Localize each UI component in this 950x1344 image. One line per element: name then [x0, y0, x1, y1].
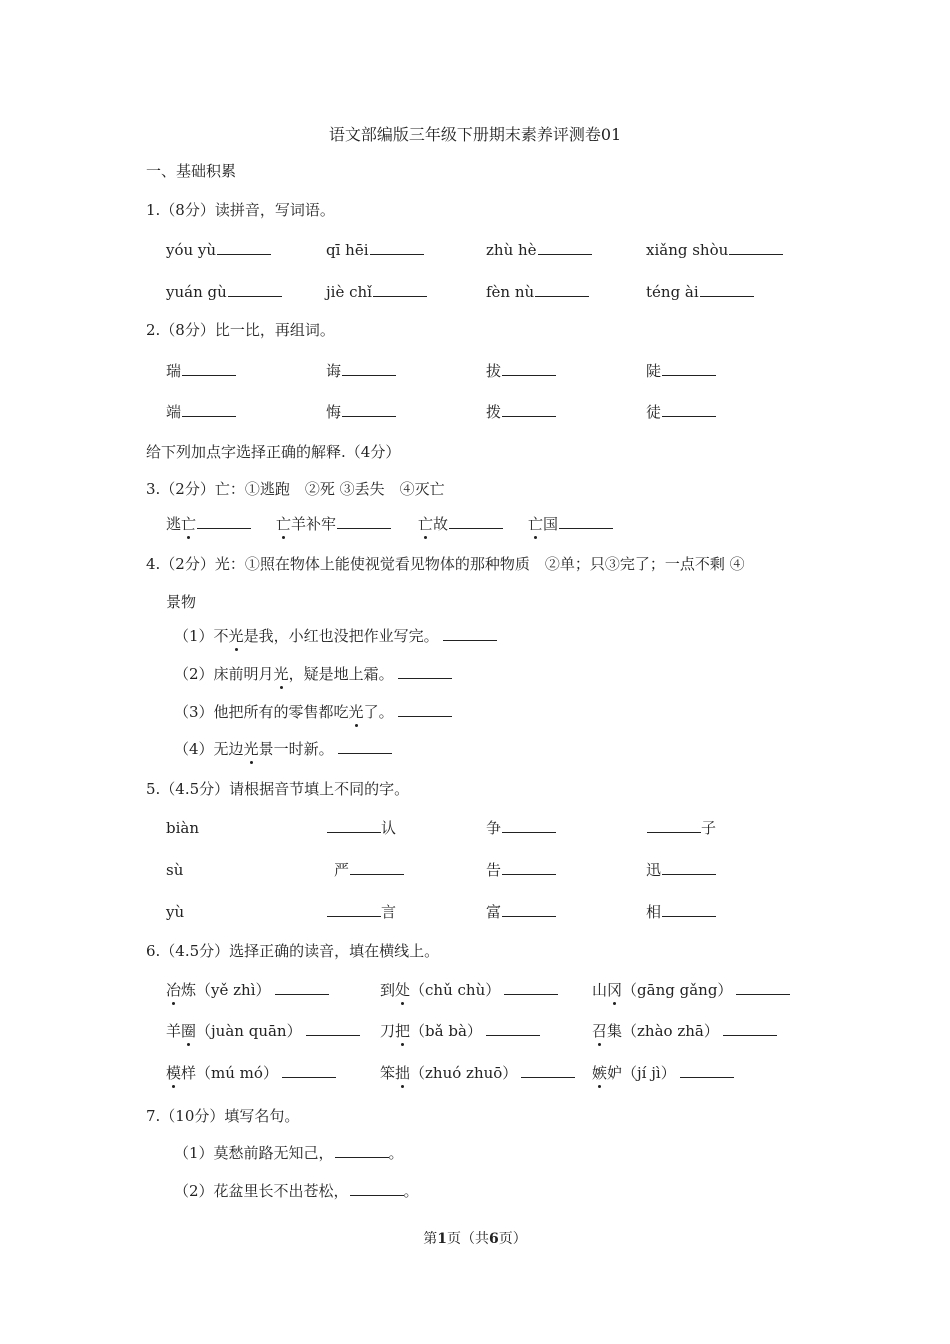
page-total: 6: [489, 1231, 499, 1247]
answer-blank[interactable]: [337, 514, 391, 529]
answer-blank[interactable]: [275, 980, 329, 995]
q2-item: 诲: [326, 361, 396, 381]
answer-blank[interactable]: [700, 282, 754, 297]
question-6-heading: 6.（4.5分）选择正确的读音，填在横线上。: [146, 942, 440, 960]
q1-item: fèn nù: [486, 282, 589, 302]
q6-item: 模样（mú mó）: [166, 1063, 336, 1083]
answer-blank[interactable]: [535, 282, 589, 297]
q6-item: 冶炼（yě zhì）: [166, 980, 329, 1000]
q5-item: 富: [486, 902, 556, 922]
q6-item: 到处（chǔ chù）: [380, 980, 558, 1000]
answer-blank[interactable]: [680, 1063, 734, 1078]
question-5-heading: 5.（4.5分）请根据音节填上不同的字。: [146, 780, 410, 798]
q6-item: 笨拙（zhuó zhuō）: [380, 1063, 575, 1083]
answer-blank[interactable]: [486, 1021, 540, 1036]
q7-item: （2）花盆里长不出苍松， 。: [174, 1182, 419, 1200]
q1-item: téng ài: [646, 282, 754, 302]
answer-blank[interactable]: [350, 860, 404, 875]
answer-blank[interactable]: [729, 240, 783, 255]
answer-blank[interactable]: [662, 361, 716, 376]
dotted-char: 嫉: [592, 1064, 608, 1082]
answer-blank[interactable]: [662, 860, 716, 875]
q2-item: 徒: [646, 402, 716, 422]
q5-pinyin: biàn: [166, 819, 200, 837]
answer-blank[interactable]: [228, 282, 282, 297]
q1-item: yóu yù: [166, 240, 271, 260]
answer-blank[interactable]: [342, 402, 396, 417]
q1-item: qī hēi: [326, 240, 424, 260]
answer-blank[interactable]: [502, 402, 556, 417]
q6-item: 羊圈（juàn quān）: [166, 1021, 360, 1041]
answer-blank[interactable]: [373, 282, 427, 297]
answer-blank[interactable]: [217, 240, 271, 255]
q2-item: 拔: [486, 361, 556, 381]
answer-blank[interactable]: [736, 980, 790, 995]
q2-item: 端: [166, 402, 236, 422]
q5-item: 子: [646, 818, 716, 838]
page-number: 1: [437, 1231, 447, 1247]
dotted-char: 处: [395, 981, 411, 999]
q1-item: yuán gù: [166, 282, 282, 302]
q5-pinyin: yù: [166, 903, 185, 921]
answer-blank[interactable]: [282, 1063, 336, 1078]
q2-item: 瑞: [166, 361, 236, 381]
q7-item: （1）莫愁前路无知己， 。: [174, 1144, 404, 1162]
answer-blank[interactable]: [197, 514, 251, 529]
page-title: 语文部编版三年级下册期末素养评测卷01: [328, 125, 622, 144]
q5-item: 严: [334, 860, 404, 880]
q3-item: 逃亡: [166, 514, 251, 534]
q4-item: （2）床前明月光，疑是地上霜。: [174, 664, 452, 684]
q5-item: 迅: [646, 860, 716, 880]
q3-item: 亡国: [528, 514, 613, 534]
page-footer: 第1页（共6页）: [423, 1231, 527, 1247]
q1-item: xiǎng shòu: [646, 240, 783, 260]
answer-blank[interactable]: [502, 902, 556, 917]
q5-item: 相: [646, 902, 716, 922]
q6-item: 山冈（gāng gǎng）: [592, 980, 790, 1000]
dotted-char: 模: [166, 1064, 182, 1082]
answer-blank[interactable]: [647, 818, 701, 833]
dotted-char: 亡: [418, 515, 434, 533]
dotted-char: 光: [228, 627, 244, 645]
dotted-char: 召: [592, 1022, 608, 1040]
answer-blank[interactable]: [398, 702, 452, 717]
q6-item: 召集（zhào zhā）: [592, 1021, 777, 1041]
answer-blank[interactable]: [502, 860, 556, 875]
q4-item: （1）不光是我，小红也没把作业写完。: [174, 626, 497, 646]
answer-blank[interactable]: [521, 1063, 575, 1078]
answer-blank[interactable]: [662, 402, 716, 417]
dotted-char: 拙: [395, 1064, 411, 1082]
section-heading: 一、基础积累: [146, 162, 237, 180]
q5-item: 争: [486, 818, 556, 838]
q5-item: 认: [326, 818, 396, 838]
question-1-heading: 1.（8分）读拼音，写词语。: [146, 201, 335, 219]
q6-item: 嫉妒（jí jì）: [592, 1063, 734, 1083]
q6-item: 刀把（bǎ bà）: [380, 1021, 540, 1041]
q3-item: 亡故: [418, 514, 503, 534]
q5-pinyin: sù: [166, 861, 184, 879]
answer-blank[interactable]: [559, 514, 613, 529]
dotted-char: 亡: [276, 515, 292, 533]
answer-blank[interactable]: [370, 240, 424, 255]
dotted-char: 光: [243, 740, 259, 758]
q5-item: 言: [326, 902, 396, 922]
question-7-heading: 7.（10分）填写名句。: [146, 1107, 300, 1125]
q4-item: （4）无边光景一时新。: [174, 739, 392, 759]
answer-blank[interactable]: [538, 240, 592, 255]
answer-blank[interactable]: [327, 818, 381, 833]
answer-blank[interactable]: [449, 514, 503, 529]
dotted-char: 光: [348, 703, 364, 721]
q2-item: 陡: [646, 361, 716, 381]
q1-item: zhù hè: [486, 240, 592, 260]
question-4-heading-cont: 景物: [166, 593, 197, 611]
answer-blank[interactable]: [182, 402, 236, 417]
instruction-text: 给下列加点字选择正确的解释.（4分）: [146, 443, 401, 461]
answer-blank[interactable]: [502, 818, 556, 833]
answer-blank[interactable]: [342, 361, 396, 376]
dotted-char: 亡: [181, 515, 197, 533]
question-4-heading: 4.（2分）光：①照在物体上能使视觉看见物体的那种物质 ②单；只③完了；一点不剩 ④: [146, 555, 745, 573]
dotted-char: 光: [273, 665, 289, 683]
dotted-char: 冈: [607, 981, 623, 999]
answer-blank[interactable]: [504, 980, 558, 995]
answer-blank[interactable]: [350, 1181, 404, 1196]
answer-blank[interactable]: [398, 664, 452, 679]
answer-blank[interactable]: [723, 1021, 777, 1036]
q5-item: 告: [486, 860, 556, 880]
dotted-char: 把: [395, 1022, 411, 1040]
question-3-heading: 3.（2分）亡：①逃跑 ②死 ③丢失 ④灭亡: [146, 480, 445, 498]
answer-blank[interactable]: [502, 361, 556, 376]
answer-blank[interactable]: [335, 1143, 389, 1158]
dotted-char: 亡: [528, 515, 544, 533]
answer-blank[interactable]: [662, 902, 716, 917]
answer-blank[interactable]: [443, 626, 497, 641]
dotted-char: 圈: [181, 1022, 197, 1040]
q1-item: jiè chǐ: [326, 282, 427, 302]
answer-blank[interactable]: [182, 361, 236, 376]
answer-blank[interactable]: [306, 1021, 360, 1036]
q2-item: 悔: [326, 402, 396, 422]
answer-blank[interactable]: [338, 739, 392, 754]
answer-blank[interactable]: [327, 902, 381, 917]
q2-item: 拨: [486, 402, 556, 422]
dotted-char: 冶: [166, 981, 182, 999]
q3-item: 亡羊补牢: [276, 514, 391, 534]
q4-item: （3）他把所有的零售都吃光了。: [174, 702, 452, 722]
question-2-heading: 2.（8分）比一比，再组词。: [146, 321, 335, 339]
